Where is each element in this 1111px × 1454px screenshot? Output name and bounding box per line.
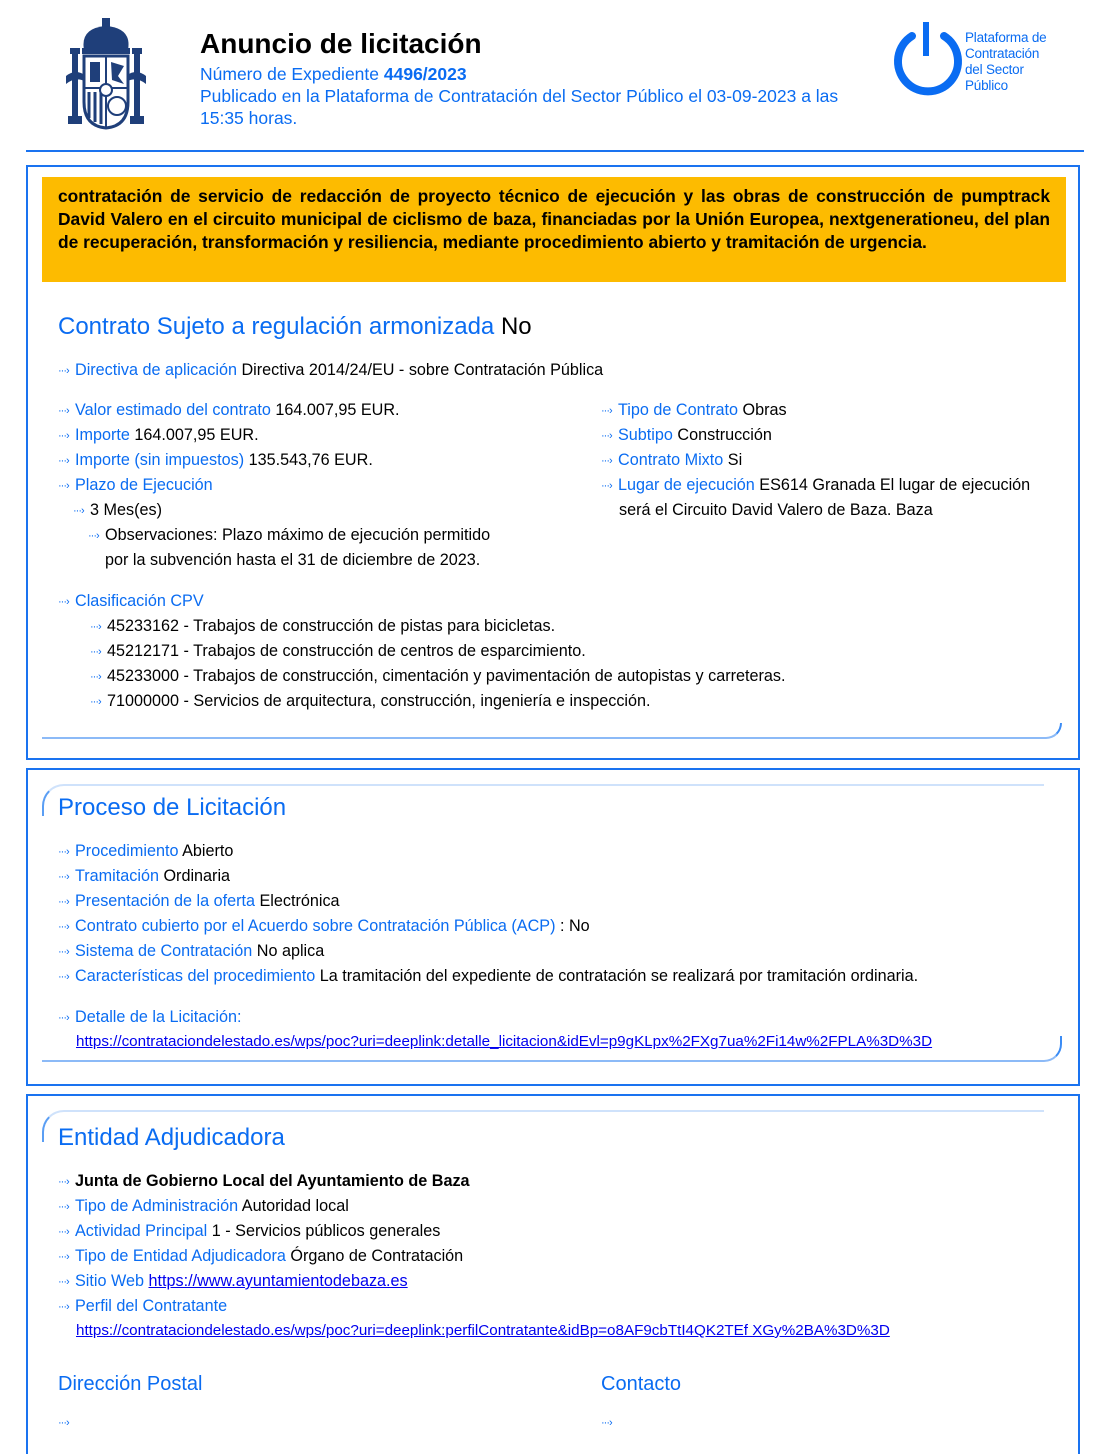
page-title: Anuncio de licitación [200, 28, 482, 59]
dotted-arrow-icon: ···› [90, 621, 101, 633]
field-lugar-ejecucion-cont: será el Circuito David Valero de Baza. Baza [619, 501, 933, 519]
contacto-item [601, 1412, 618, 1433]
contacto-heading: Contacto [601, 1373, 682, 1395]
dotted-arrow-icon: ···› [58, 596, 69, 608]
dotted-arrow-icon: ···› [90, 671, 101, 683]
field-sitio-web: ···› Sitio Web https://www.ayuntamientodebaza.es [58, 1272, 408, 1290]
dotted-arrow-icon: ···› [58, 846, 69, 858]
direccion-postal-item [58, 1412, 75, 1433]
detalle-licitacion-link[interactable]: https://contrataciondelestado.es/wps/poc?uri=deeplink:detalle_licitacion&idEvl=p9gKLpx%2FXg7ua%2Fi14w%2FPLA%3D%3D [76, 1033, 933, 1050]
dotted-arrow-icon: ···› [58, 946, 69, 958]
field-presentacion-oferta: ···› Presentación de la oferta Electrónica [58, 892, 340, 910]
expediente-number: 4496/2023 [383, 64, 467, 84]
spain-coat-of-arms-icon [66, 18, 146, 130]
expediente-label: Número de Expediente [200, 64, 379, 84]
dotted-arrow-icon: ···› [58, 405, 69, 417]
field-directiva: ···› Directiva de aplicación Directiva 2014/24/EU - sobre Contratación Pública [58, 361, 604, 379]
field-observaciones-cont: por la subvención hasta el 31 de diciembre de 2023. [105, 551, 481, 569]
cpv-item: ···› 45233000 - Trabajos de construcción, cimentación y pavimentación de autopistas y carreteras. [90, 667, 786, 685]
field-subtipo: ···› Subtipo Construcción [601, 426, 772, 444]
dotted-arrow-icon: ···› [58, 365, 69, 377]
proceso-licitacion-section [26, 768, 1080, 1086]
dotted-arrow-icon: ···› [90, 646, 101, 658]
field-tramitacion: ···› Tramitación Ordinaria [58, 867, 231, 885]
field-detalle-licitacion: ···› Detalle de la Licitación: [58, 1008, 242, 1026]
dotted-arrow-icon: ···› [88, 530, 99, 542]
cpv-item: ···› 71000000 - Servicios de arquitectura, construcción, ingeniería e inspección. [90, 692, 651, 710]
section-decoration [42, 1036, 1062, 1062]
dotted-arrow-icon: ···› [73, 505, 84, 517]
dotted-arrow-icon: ···› [58, 1276, 69, 1288]
dotted-arrow-icon: ···› [58, 871, 69, 883]
dotted-arrow-icon: ···› [90, 696, 101, 708]
field-lugar-ejecucion: ···› Lugar de ejecución ES614 Granada El lugar de ejecución [601, 476, 1031, 494]
field-acp: ···› Contrato cubierto por el Acuerdo sobre Contratación Pública (ACP) : No [58, 917, 590, 935]
dotted-arrow-icon: ···› [601, 455, 612, 467]
field-caracteristicas: ···› Características del procedimiento La tramitación del expediente de contratación se realizará por tramitación ordinaria. [58, 967, 919, 985]
dotted-arrow-icon: ···› [58, 480, 69, 492]
field-observaciones: ···› Observaciones: Plazo máximo de ejecución permitido [88, 526, 491, 544]
field-actividad-principal: ···› Actividad Principal 1 - Servicios públicos generales [58, 1222, 441, 1240]
dotted-arrow-icon: ···› [601, 1417, 612, 1429]
dotted-arrow-icon: ···› [58, 1301, 69, 1313]
dotted-arrow-icon: ···› [58, 1226, 69, 1238]
entidad-name: ···› Junta de Gobierno Local del Ayuntamiento de Baza [58, 1172, 470, 1190]
published-text: Publicado en la Plataforma de Contratación del Sector Público el 03-09-2023 a las 15:35 horas. [200, 86, 839, 128]
dotted-arrow-icon: ···› [601, 480, 612, 492]
section-heading: Proceso de Licitación [58, 794, 287, 821]
dotted-arrow-icon: ···› [58, 455, 69, 467]
dotted-arrow-icon: ···› [601, 405, 612, 417]
direccion-postal-heading: Dirección Postal [58, 1373, 203, 1395]
entidad-adjudicadora-section [26, 1094, 1080, 1454]
field-importe-sin-impuestos: ···› Importe (sin impuestos) 135.543,76 EUR. [58, 451, 373, 469]
field-importe: ···› Importe 164.007,95 EUR. [58, 426, 259, 444]
dotted-arrow-icon: ···› [58, 971, 69, 983]
section-heading: Entidad Adjudicadora [58, 1124, 285, 1151]
dotted-arrow-icon: ···› [58, 896, 69, 908]
regulation-value: No [500, 313, 532, 340]
dotted-arrow-icon: ···› [58, 1251, 69, 1263]
contract-description: contratación de servicio de redacción de proyecto técnico de ejecución y las obras de construcción de pumptrack David Valero en el circuito municipal de ciclismo de baza, financiadas por la Unión Europea, nextgenerationeu, del plan de recuperación, transformación y resiliencia, mediante procedimiento abierto y tramitación de urgencia. [42, 177, 1066, 282]
field-cpv: ···› Clasificación CPV [58, 592, 204, 610]
header-divider [26, 150, 1084, 152]
field-perfil-contratante: ···› Perfil del Contratante [58, 1297, 228, 1315]
dotted-arrow-icon: ···› [58, 430, 69, 442]
dotted-arrow-icon: ···› [58, 1201, 69, 1213]
regulation-heading: Contrato Sujeto a regulación armonizada No [58, 313, 532, 340]
field-procedimiento: ···› Procedimiento Abierto [58, 842, 234, 860]
dotted-arrow-icon: ···› [601, 430, 612, 442]
field-sistema-contratacion: ···› Sistema de Contratación No aplica [58, 942, 325, 960]
field-tipo-entidad: ···› Tipo de Entidad Adjudicadora Órgano de Contratación [58, 1247, 464, 1265]
page-header [0, 0, 1111, 150]
dotted-arrow-icon: ···› [58, 921, 69, 933]
expediente-line [200, 63, 467, 85]
field-plazo-ejecucion: ···› Plazo de Ejecución [58, 476, 213, 494]
platform-logo-text: Plataforma de Contratación del Sector Público [965, 30, 1047, 93]
sitio-web-link[interactable]: https://www.ayuntamientodebaza.es [148, 1272, 408, 1290]
field-tipo-contrato: ···› Tipo de Contrato Obras [601, 401, 787, 419]
power-platform-logo-icon [888, 20, 968, 100]
dotted-arrow-icon: ···› [58, 1417, 69, 1429]
dotted-arrow-icon: ···› [58, 1176, 69, 1188]
cpv-item: ···› 45233162 - Trabajos de construcción de pistas para bicicletas. [90, 617, 556, 635]
field-tipo-administracion: ···› Tipo de Administración Autoridad local [58, 1197, 349, 1215]
perfil-contratante-link[interactable]: https://contrataciondelestado.es/wps/poc?uri=deeplink:perfilContratante&idBp=o8AF9cbTtI4QK2TEf XGy%2BA%3D%3D [76, 1322, 890, 1339]
cpv-item: ···› 45212171 - Trabajos de construcción de centros de esparcimiento. [90, 642, 586, 660]
section-decoration [42, 723, 1062, 739]
dotted-arrow-icon: ···› [58, 1012, 69, 1024]
contract-summary-section [26, 165, 1080, 760]
field-valor-estimado: ···› Valor estimado del contrato 164.007,95 EUR. [58, 401, 400, 419]
field-contrato-mixto: ···› Contrato Mixto Si [601, 451, 743, 469]
field-plazo-value: ···› 3 Mes(es) [73, 501, 162, 519]
